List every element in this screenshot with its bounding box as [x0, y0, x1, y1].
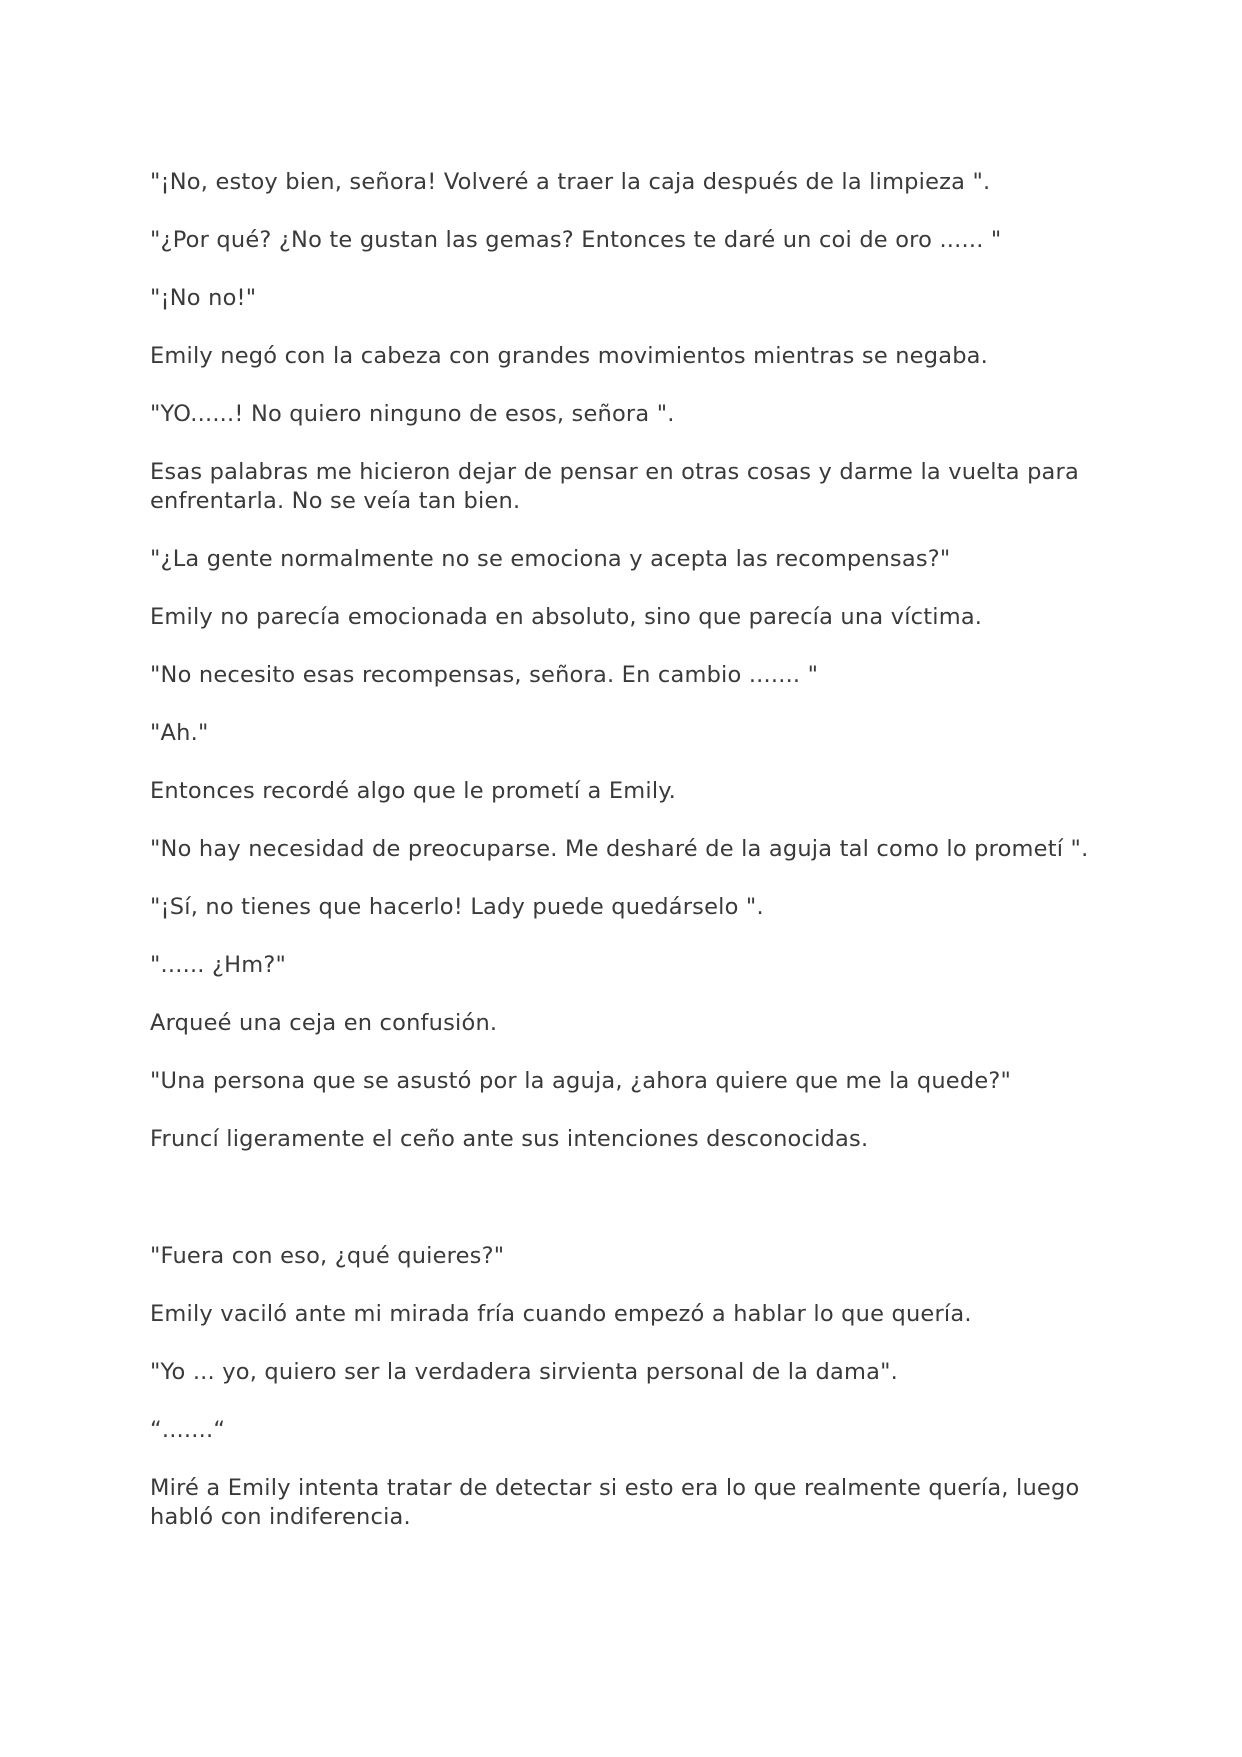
paragraph: Emily vaciló ante mi mirada fría cuando empezó a hablar lo que quería. [150, 1301, 972, 1327]
paragraph: “.......“ [150, 1417, 226, 1443]
paragraph: "YO......! No quiero ninguno de esos, señora ". [150, 401, 675, 427]
paragraph: "...... ¿Hm?" [150, 952, 287, 978]
paragraph: "Ah." [150, 720, 209, 746]
paragraph: "No necesito esas recompensas, señora. En cambio ....... " [150, 662, 819, 688]
paragraph: Esas palabras me hicieron dejar de pensar en otras cosas y darme la vuelta para enfrentarla. No se veía tan bien. [150, 459, 1079, 514]
paragraph: Emily negó con la cabeza con grandes movimientos mientras se negaba. [150, 343, 989, 369]
paragraph: Fruncí ligeramente el ceño ante sus intenciones desconocidas. [150, 1126, 869, 1152]
paragraph: "Fuera con eso, ¿qué quieres?" [150, 1243, 505, 1269]
paragraph: Arqueé una ceja en confusión. [150, 1010, 498, 1036]
document-body [150, 168, 1090, 1561]
paragraph: "Una persona que se asustó por la aguja, ¿ahora quiere que me la quede?" [150, 1068, 1012, 1094]
paragraph: "¡Sí, no tienes que hacerlo! Lady puede quedárselo ". [150, 894, 764, 920]
paragraph: Entonces recordé algo que le prometí a Emily. [150, 778, 676, 804]
paragraph: "No hay necesidad de preocuparse. Me desharé de la aguja tal como lo prometí ". [150, 836, 1089, 862]
paragraph: Emily no parecía emocionada en absoluto, sino que parecía una víctima. [150, 604, 983, 630]
paragraph: "¿La gente normalmente no se emociona y acepta las recompensas?" [150, 546, 951, 572]
paragraph: "¡No, estoy bien, señora! Volveré a traer la caja después de la limpieza ". [150, 169, 991, 195]
paragraph: "Yo ... yo, quiero ser la verdadera sirvienta personal de la dama". [150, 1359, 899, 1385]
paragraph: "¡No no!" [150, 285, 257, 311]
paragraph: "¿Por qué? ¿No te gustan las gemas? Entonces te daré un coi de oro ...... " [150, 227, 1002, 253]
paragraph: Miré a Emily intenta tratar de detectar si esto era lo que realmente quería, luego habló con indiferencia. [150, 1475, 1080, 1530]
